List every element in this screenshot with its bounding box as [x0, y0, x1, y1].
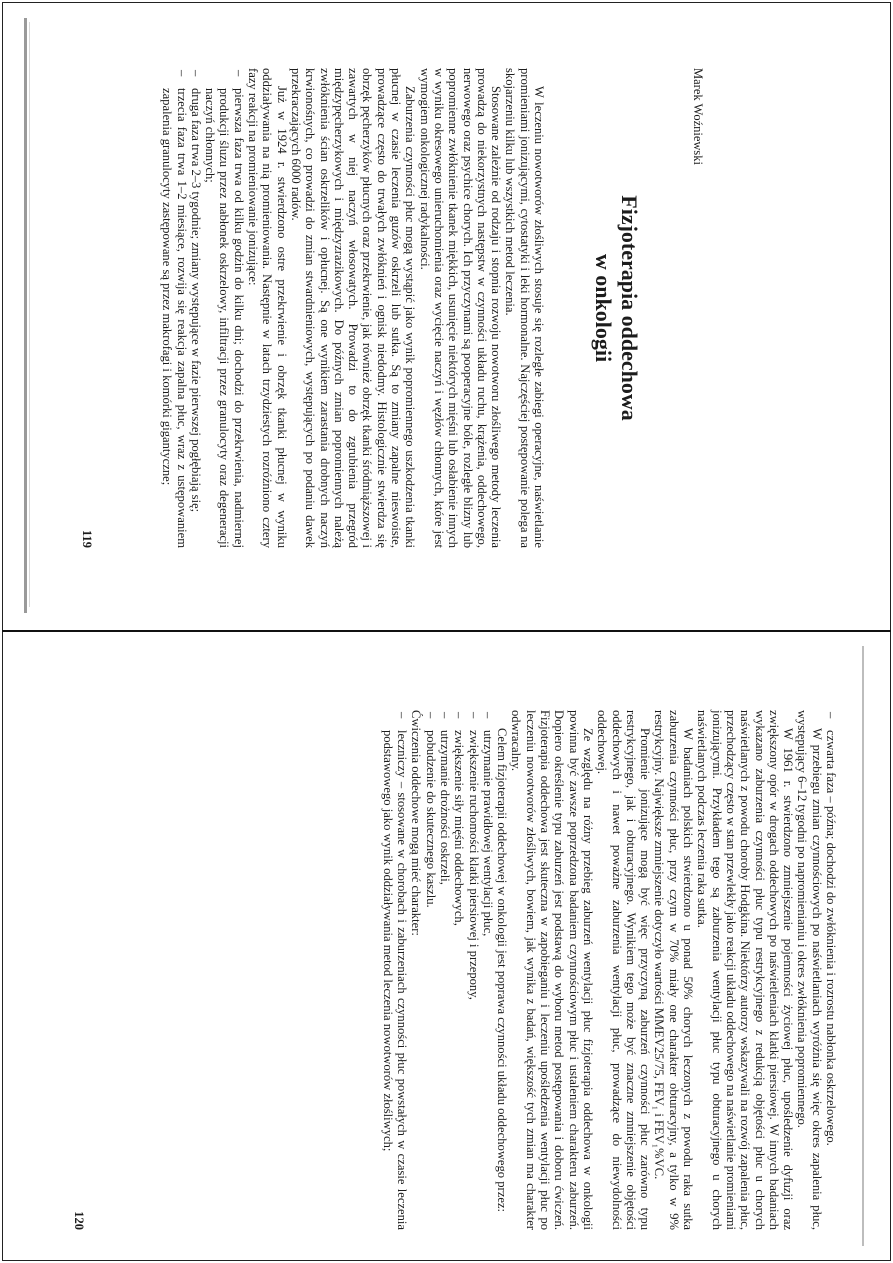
paragraph: W 1961 r. stwierdzono zmniejszenie pojemności życiowej płuc, upośledzenie dyfuzji oraz zwiększony opór w drogach oddechowych po naświetleniach klatki piersiowej. W innych badaniach wykazano zaburzenia czynności płuc typu restrykcyjnego z redukcją objętości płuc u chorych naświetlanych z powodu choroby Hodgkina. Niektórzy autorzy wskazywali na rozwój zapalenia płuc, przechodzący często w stan przewlekły jako reakcji układu oddechowego na naświetlanie promieniami jonizującymi. Przykładem tego są zaburzenia wentylacji płuc typu obturacyjnego u chorych naświetlanych podczas leczenia raka sutka. — [695, 710, 796, 1230]
book-spine-shadow — [24, 18, 27, 613]
exercise-types-list — [381, 710, 410, 1230]
paragraph: Stosowane zależnie od rodzaju i stopnia rozwoju nowotworu złośliwego metody leczenia prowadzą do niekorzystnych następstw w czynności układu ruchu, krążenia, oddechowego, nerwowego oraz psychice chorych. Ich przyczynami są pooperacyjne bóle, rozległe blizny lub popromienne zwłóknienie tkanek miękkich, usunięcie niektórych mięśni lub osłabienie innych w wyniku okresowego unieruchomienia oraz wycięcie naczyń i węzłów chłonnych, które jest wymogiem onkologicznej radykalności. — [417, 68, 504, 548]
paragraph: Już w 1924 r. stwierdzono ostre przekrwienie i obrzęk tkanki płucnej w wyniku oddziaływania na nią promieniowania. Następnie w latach trzydziestych rozróżniono cztery fazy reakcji na promieniowanie jonizujące: — [246, 68, 289, 548]
list-item: – zwiększenie ruchomości klatki piersiowej i przepony, — [466, 710, 480, 1230]
scan-divider — [2, 630, 891, 632]
list-item: – leczniczy – stosowane w chorobach i zaburzeniach czynności płuc powstałych w czasie leczenia podstawowego jako wynik oddziaływania metod leczenia nowotworów złośliwych; — [381, 710, 410, 1230]
paragraph: Celem fizjoterapii oddechowej w onkologii jest poprawa czynności układu oddechowego przez: — [495, 728, 510, 1213]
chapter-title-line-1: Fizjoterapia oddechowa — [617, 195, 642, 421]
list-item: – pierwsza faza trwa od kilku godzin do kilku dni; dochodzi do przekrwienia, nadmiernej produkcji śluzu przez nabłonek oskrzelowy, infiltracji przez granulocyty oraz degeneracji naczyń chłonnych; — [203, 68, 246, 548]
paragraph: W leczeniu nowotworów złośliwych stosuje się rozległe zabiegi operacyjne, naświetlanie promieniami jonizującymi, cytostatyki i leki hormonalne. Najczęściej postępowanie polega na skojarzeniu kilku lub wszystkich metod leczenia. — [503, 68, 546, 548]
paragraph: Zaburzenia czynności płuc mogą wystąpić jako wynik popromiennego uszkodzenia tkanki płucnej w czasie leczenia guzów oskrzeli lub sutka. Są to zmiany zapalne nieswoiste, prowadzące często do trwałych zwłóknień i ognisk niedodmy. Histologicznie stwierdza się obrzęk pęcherzyków płucnych oraz przekrwienie, jak również obrzęk tkanki śródmiąższowej i zawartych w niej naczyń włosowatych. Prowadzi to do zgrubienia przegród międzypęcherzykowych i międzyzrazikowych. Do późnych zmian popromiennych należą zwłóknienia ścian oskrzelików i opłucnej. Są one wynikiem zarastania drobnych naczyń krwionośnych, co prowadzi do zmian stwardnieniowych, występujących po podaniu dawek przekraczających 6000 radów. — [288, 68, 418, 548]
paragraph: W przebiegu zmian czynnościowych po naświetlaniach wyróżnia się więc okres zapalenia płuc, występujący 6–12 tygodni po napromienianiu i okres zwłóknienia popromiennego. — [795, 710, 824, 1230]
book-spine-line — [29, 22, 30, 607]
list-item: – czwarta faza – późna; dochodzi do zwłóknienia i rozrostu nabłonka oskrzelowego. — [824, 710, 838, 1230]
list-item: – utrzymanie prawidłowej wentylacji płuc, — [481, 710, 495, 1230]
list-item: – pobudzenie do skutecznego kaszlu. — [423, 710, 437, 1230]
paragraph: Ćwiczenia oddechowe mogą mieć charakter: — [409, 710, 424, 936]
goals-list — [423, 710, 494, 1230]
list-item: – zwiększenie siły mięśni oddechowych, — [452, 710, 466, 1230]
chapter-title — [590, 68, 642, 548]
phase-list-continued — [824, 710, 838, 1230]
list-item: – utrzymanie drożności oskrzeli, — [438, 710, 452, 1230]
list-item: – druga faza trwa 2–3 tygodnie; zmiany występujące w fazie pierwszej pogłębiają się; — [189, 68, 203, 548]
paragraph: Promienie jonizujące mogą być więc przyczyną zaburzeń czynności płuc zarówno typu restrykcyjnego, jak i obturacyjnego. Wynikiem tego może być znaczne zmniejszenie objętości oddechowych i nawet poważne zaburzenia wentylacji płuc, prowadzące do niewydolności oddechowej. — [595, 710, 653, 1230]
paragraph: Ze względu na różny przebieg zaburzeń wentylacji płuc fizjoterapia oddechowa w onkologii powinna być zawsze poprzedzona badaniem czynnościowym płuc i ustaleniem charakteru zaburzeń. Dopiero określenie typu zaburzeń jest podstawą do wyboru metod postępowania i doboru ćwiczeń. Fizjoterapia oddechowa jest skuteczna w zapobieganiu i leczeniu upośledzenia wentylacji płuc po leczeniu nowotworów złośliwych, bowiem, jak wynika z badań, większość tych zmian ma charakter odwracalny. — [509, 710, 595, 1230]
page-number: 120 — [72, 1211, 86, 1230]
chapter-title-line-2: w onkologii — [591, 253, 616, 363]
paragraph: W badaniach polskich stwierdzono u ponad 50% chorych leczonych z powodu raka sutka zaburzenia czynności płuc, przy czym w 70% miały one charakter obturacyjny, a tylko w 9% restrykcyjny. Największe zmniejszenie dotyczyło wartości MMEV25/75, FEV₁ i FEV₁%VC. — [652, 710, 696, 1230]
page-120 — [72, 710, 838, 1230]
list-item: – trzecia faza trwa 1–2 miesiące, rozwija się reakcja zapalna płuc, wraz z ustępowaniem zapalenia granulocyty zastępowane są przez makrofagi i komórki gigantyczne; — [160, 68, 189, 548]
page-119 — [80, 68, 705, 548]
book-spine-shadow-bottom — [862, 646, 864, 1246]
phase-list — [160, 68, 246, 548]
running-header-author: Marek Woźniewski — [691, 68, 705, 166]
page-number: 119 — [80, 529, 94, 548]
